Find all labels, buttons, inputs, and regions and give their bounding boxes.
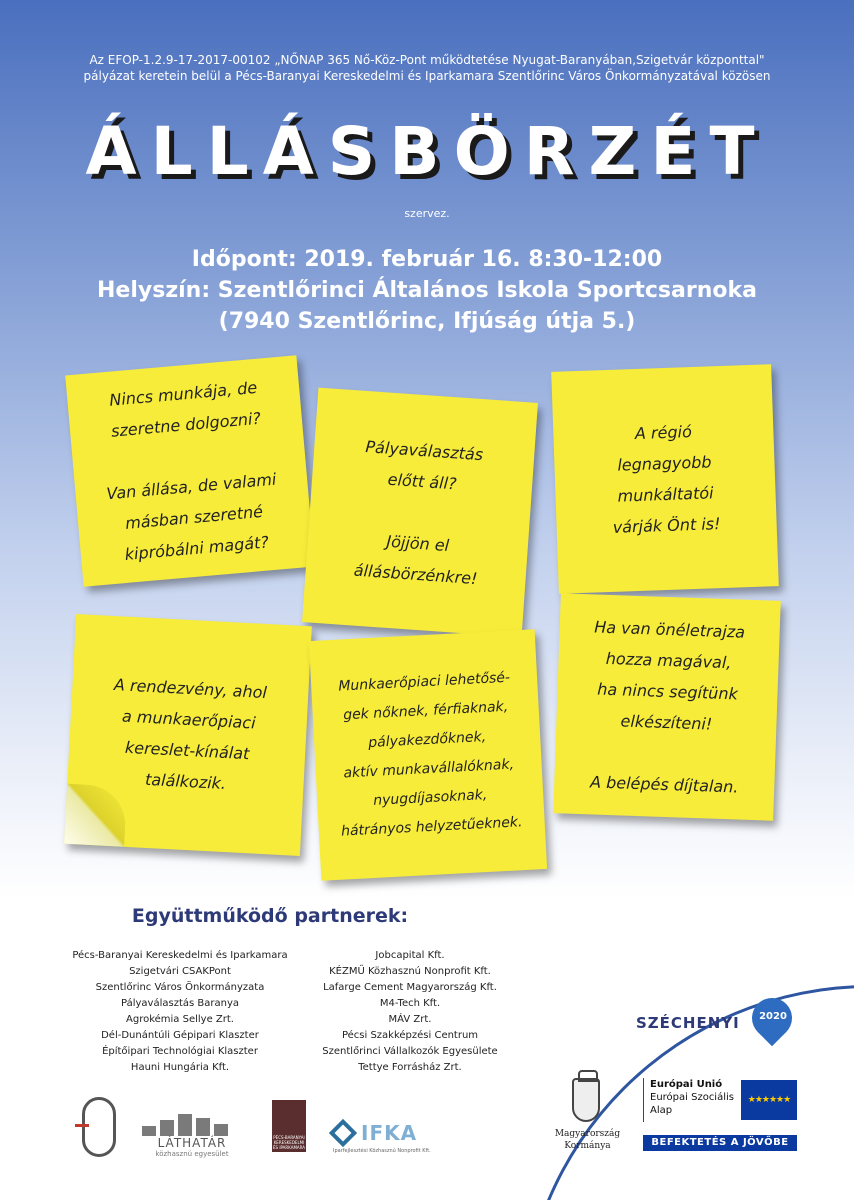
partner-item: Szentlőrinci Vállalkozók Egyesülete xyxy=(322,1046,498,1057)
sticky-note-event: A rendezvény, ahol a munkaerőpiaci kereslet-kínálat találkozik. xyxy=(64,614,312,856)
eu-text-box xyxy=(643,1078,735,1122)
eu-line-3: Alap xyxy=(650,1105,673,1116)
partner-item: Szentlőrinc Város Önkormányzata xyxy=(95,982,265,993)
partner-item: KÉZMŰ Közhasznú Nonprofit Kft. xyxy=(329,966,491,977)
eu-flag-icon: ★★★★★★ xyxy=(741,1080,797,1120)
header-line-2: pályázat keretein belül a Pécs-Baranyai Kereskedelmi és Iparkamara Szentlőrinc Város Önkormányzatával közösen xyxy=(83,69,771,83)
partner-item: Tettye Forrásház Zrt. xyxy=(358,1062,462,1073)
lathatar-bars-icon xyxy=(142,1112,242,1136)
event-info xyxy=(0,244,854,337)
partner-item: MÁV Zrt. xyxy=(388,1014,432,1025)
header-line-1: Az EFOP-1.2.9-17-2017-00102 „NŐNAP 365 Nő-Köz-Pont működtetése Nyugat-Baranyában,Szigetvár központtal" xyxy=(89,53,765,67)
partner-item: M4-Tech Kft. xyxy=(379,998,441,1009)
partner-item: Agrokémia Sellye Zrt. xyxy=(126,1014,234,1025)
ifka-mark-icon xyxy=(329,1119,357,1147)
partner-item: Pécs-Baranyai Kereskedelmi és Iparkamara xyxy=(72,950,288,961)
sticky-note-cv: Ha van önéletrajza hozza magával, ha nincs segítünk elkészíteni! A belépés díjtalan. xyxy=(553,593,781,821)
sticky-note-opportunities: Munkaerőpiaci lehetősé- gek nőknek, férfiaknak, pályakezdőknek, aktív munkavállalóknak, nyugdíjasoknak, hátrányos helyzetűeknek. xyxy=(309,629,547,880)
main-title: ÁLLÁSBÖRZÉT xyxy=(85,113,769,190)
hungarian-crest-icon xyxy=(572,1078,600,1122)
partner-item: Dél-Dunántúli Gépipari Klaszter xyxy=(101,1030,259,1041)
event-venue: Helyszín: Szentlőrinci Általános Iskola Sportcsarnoka xyxy=(97,278,757,303)
organizer-text: szervez. xyxy=(404,207,450,220)
partner-item: Lafarge Cement Magyarország Kft. xyxy=(323,982,497,993)
partner-logo-chain-icon xyxy=(82,1097,116,1157)
partners-column-1 xyxy=(70,948,290,1076)
ifka-name: IFKA xyxy=(361,1121,418,1145)
government-text xyxy=(545,1128,630,1152)
chamber-logo xyxy=(272,1100,306,1152)
sticky-note-career-choice: Pályaválasztás előtt áll? Jöjjön el állásbörzénkre! xyxy=(302,388,538,638)
eu-line-2: Európai Szociális xyxy=(650,1092,734,1103)
lathatar-name: LÁTHATÁR xyxy=(157,1136,227,1150)
partner-item: Szigetvári CSAKPont xyxy=(129,966,231,977)
header-text xyxy=(0,52,854,84)
eu-slogan: BEFEKTETÉS A JÖVŐBE xyxy=(643,1135,797,1151)
szechenyi-year: 2020 xyxy=(759,1011,787,1022)
ifka-subtitle: Iparfejlesztési Közhasznú Nonprofit Kft. xyxy=(333,1148,431,1154)
szechenyi-logo-text: SZÉCHENYI xyxy=(636,1014,740,1032)
sticky-note-employers: A régió legnagyobb munkáltatói várják Önt is! xyxy=(551,364,779,594)
lathatar-subtitle: közhasznú egyesület xyxy=(155,1150,229,1158)
partners-column-2 xyxy=(300,948,520,1076)
government-line-1: Magyarország xyxy=(554,1129,621,1139)
eu-line-1: Európai Unió xyxy=(650,1079,723,1090)
partner-item: Pályaválasztás Baranya xyxy=(121,998,239,1009)
partner-item: Pécsi Szakképzési Centrum xyxy=(341,1030,479,1041)
government-line-2: Kormánya xyxy=(564,1141,611,1151)
partner-item: Hauni Hungária Kft. xyxy=(130,1062,230,1073)
ifka-logo xyxy=(333,1121,453,1157)
sticky-note-unemployed: Nincs munkája, de szeretne dolgozni? Van állása, de valami másban szeretné kipróbálni magát? xyxy=(65,355,315,586)
event-address: (7940 Szentlőrinc, Ifjúság útja 5.) xyxy=(218,309,636,334)
partner-item: Jobcapital Kft. xyxy=(375,950,445,961)
chamber-logo-text: PÉCS-BARANYAI KERESKEDELMI ÉS IPARKAMARA xyxy=(272,1135,306,1150)
lathatar-logo xyxy=(142,1112,242,1158)
partners-title: Együttműködő partnerek: xyxy=(131,905,409,927)
partner-item: Építőipari Technológiai Klaszter xyxy=(102,1046,258,1057)
event-time: Időpont: 2019. február 16. 8:30-12:00 xyxy=(191,247,663,272)
